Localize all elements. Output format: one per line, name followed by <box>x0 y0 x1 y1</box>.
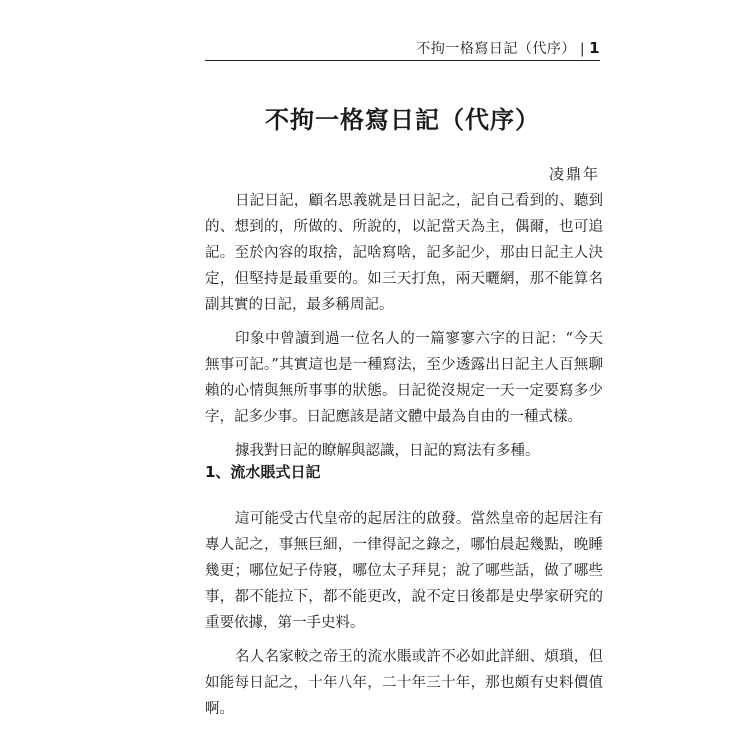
section-body <box>205 506 603 722</box>
header-rule <box>205 60 600 61</box>
running-header-separator: | <box>579 41 586 57</box>
paragraph: 名人名家較之帝王的流水賬或許不必如此詳細、煩瑣，但如能每日記之，十年八年，二十年三十年，那也頗有史料價值啊。 <box>205 649 603 717</box>
paragraph: 據我對日記的瞭解與認識，日記的寫法有多種。 <box>235 443 540 459</box>
paragraph: 日記日記，顧名思義就是日日記之，記自己看到的、聽到的、想到的，所做的、所說的，以記當天為主，偶爾，也可追記。至於內容的取捨，記啥寫啥，記多記少，那由日記主人決定，但堅持是最重要的。如三天打魚，兩天曬網，那不能算名副其實的日記，最多稱周記。 <box>205 193 603 313</box>
paragraph: 這可能受古代皇帝的起居注的啟發。當然皇帝的起居注有專人記之，事無巨細，一律得記之錄之，哪怕晨起幾點，晚睡幾更；哪位妃子侍寢，哪位太子拜見；說了哪些話，做了哪些事，都不能拉下，都不能更改，說不定日後都是史學家研究的重要依據，第一手史料。 <box>205 511 603 631</box>
author-name: 凌鼎年 <box>548 165 600 183</box>
section-heading: 1、流水賬式日記 <box>205 463 321 481</box>
page-number: 1 <box>589 39 600 57</box>
chapter-title: 不拘一格寫日記（代序） <box>265 106 540 134</box>
intro-body <box>205 188 603 464</box>
running-header <box>416 38 600 58</box>
paragraph: 印象中曾讀到過一位名人的一篇寥寥六字的日記：“今天無事可記。”其實這也是一種寫法，至少透露出日記主人百無聊賴的心情與無所事事的狀態。日記從沒規定一天一定要寫多少字，記多少事。日記應該是諸文體中最為自由的一種式樣。 <box>205 331 603 425</box>
running-header-title: 不拘一格寫日記（代序） <box>416 41 576 57</box>
